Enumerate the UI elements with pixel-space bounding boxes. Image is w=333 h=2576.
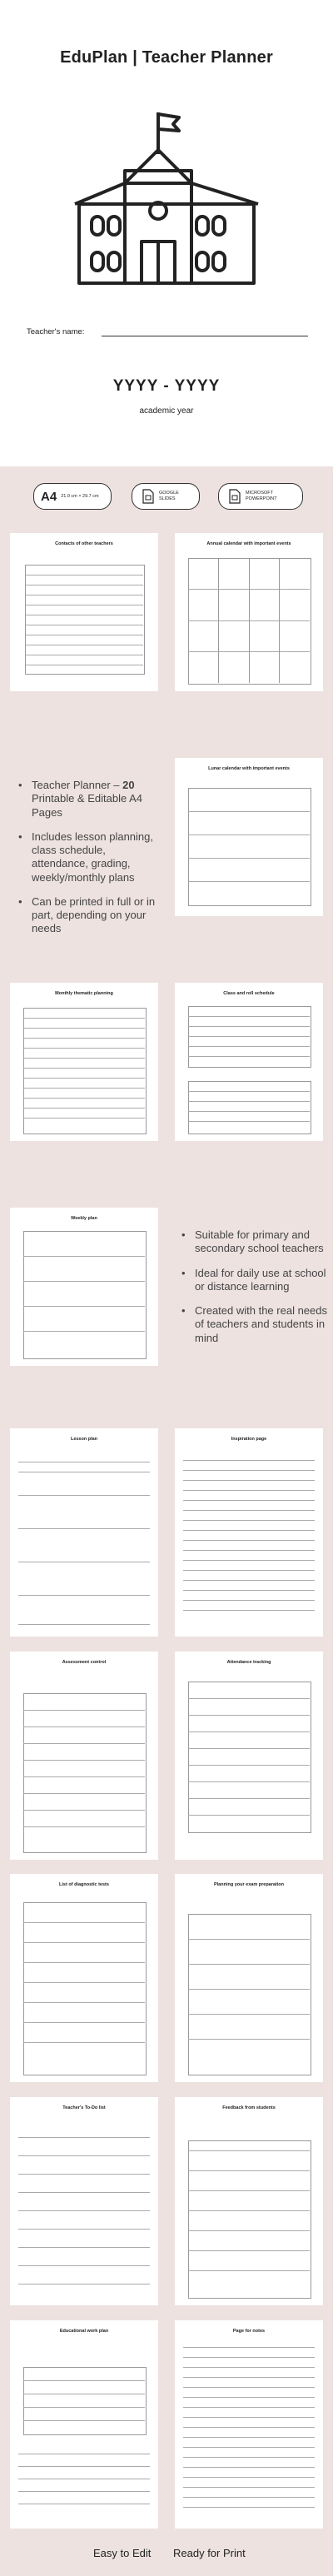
preview-title: Inspiration page [231, 1437, 267, 1442]
preview-monthly-planning [10, 983, 158, 1141]
preview-contacts [10, 533, 158, 691]
preview-title: Lesson plan [70, 1437, 98, 1442]
preview-title: Weekly plan [71, 1216, 97, 1221]
page-title: EduPlan | Teacher Planner [60, 48, 273, 67]
feature-item: • Suitable for primary and secondary school teachers [181, 1228, 327, 1256]
a4-size-icon: A4 [41, 489, 57, 504]
a4-badge [33, 483, 112, 510]
preview-title: Attendance tracking [226, 1660, 271, 1665]
google-slides-icon [142, 489, 154, 504]
preview-lunar-calendar [175, 758, 323, 916]
preview-title: Contacts of other teachers [55, 541, 113, 546]
feature-item: • Ideal for daily use at school or distance learning [181, 1267, 327, 1294]
powerpoint-line1: MICROSOFT [246, 490, 273, 496]
preview-notes-page [175, 2320, 323, 2529]
feature-pages: • Teacher Planner – 20 Printable & Editable A4 Pages [18, 779, 164, 820]
preview-assessment-control [10, 1652, 158, 1860]
preview-attendance-tracking [175, 1652, 323, 1860]
preview-title: Feedback from students [222, 2105, 276, 2110]
preview-title: Annual calendar with important events [206, 541, 291, 546]
a4-size-label: 21.0 cm × 29.7 cm [61, 494, 99, 499]
feature-item: • Created with the real needs of teachers and students in mind [181, 1304, 327, 1345]
features-right [181, 1228, 327, 1356]
google-slides-badge [132, 483, 200, 510]
powerpoint-badge [218, 483, 303, 510]
features-left [18, 779, 164, 947]
preview-title: Lunar calendar with important events [208, 766, 290, 771]
google-slides-line2: SLIDES [159, 496, 176, 501]
preview-title: Teacher's To-Do list [62, 2105, 106, 2110]
powerpoint-line2: POWERPOINT [246, 496, 277, 501]
preview-class-schedule [175, 983, 323, 1141]
footer-ready-for-print: Ready for Print [173, 2547, 246, 2559]
preview-annual-calendar [175, 533, 323, 691]
preview-title: Page for notes [232, 2329, 266, 2334]
preview-educational-work-plan [10, 2320, 158, 2529]
preview-inspiration-page [175, 1428, 323, 1637]
preview-title: List of diagnostic tests [59, 1882, 109, 1887]
preview-lesson-plan [10, 1428, 158, 1637]
teacher-name-label: Teacher's name: [27, 327, 85, 336]
preview-title: Assessment control [62, 1660, 107, 1665]
school-building-icon [67, 104, 266, 287]
preview-title: Planning your exam preparation [213, 1882, 285, 1887]
preview-title: Class and roll schedule [223, 991, 275, 996]
preview-student-feedback [175, 2097, 323, 2305]
academic-year: YYYY - YYYY [112, 377, 221, 395]
google-slides-line1: GOOGLE [159, 490, 179, 496]
preview-diagnostic-tests [10, 1874, 158, 2082]
preview-exam-preparation [175, 1874, 323, 2082]
preview-weekly-plan [10, 1208, 158, 1366]
preview-title: Educational work plan [59, 2329, 109, 2334]
academic-year-caption: academic year [139, 406, 194, 416]
feature-item: • Includes lesson planning, class schedule, attendance, grading, weekly/monthly plans [18, 830, 164, 884]
powerpoint-icon [229, 489, 241, 504]
footer-easy-to-edit: Easy to Edit [93, 2547, 152, 2559]
cover-page [0, 0, 333, 466]
feature-item: • Can be printed in full or in part, depending on your needs [18, 895, 164, 936]
preview-title: Monthly thematic planning [55, 991, 113, 996]
preview-todo-list [10, 2097, 158, 2305]
